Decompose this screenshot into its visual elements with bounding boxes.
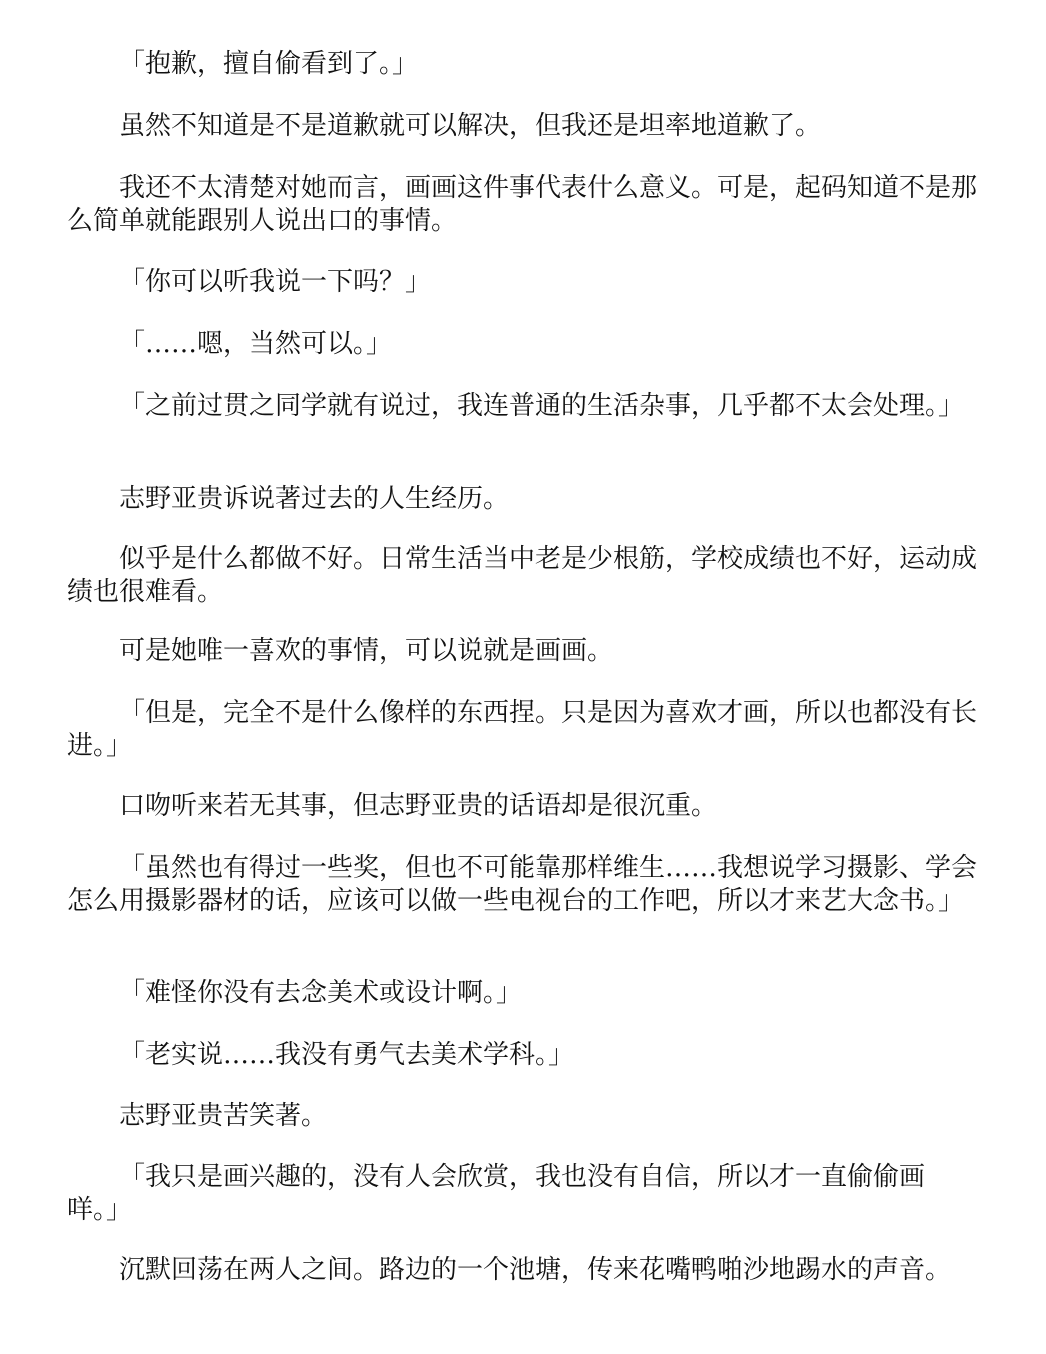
paragraph: 可是她唯一喜欢的事情，可以说就是画画。 (119, 636, 614, 666)
paragraph: 似乎是什么都做不好。日常生活当中老是少根筋，学校成绩也不好，运动成绩也很难看。 (67, 544, 978, 607)
paragraph: 「抱歉，擅自偷看到了。」 (119, 49, 419, 79)
paragraph: 「我只是画兴趣的，没有人会欣赏，我也没有自信，所以才一直偷偷画咩。」 (67, 1162, 926, 1225)
paragraph: 志野亚贵苦笑著。 (119, 1101, 328, 1131)
paragraph: 「老实说……我没有勇气去美术学科。」 (119, 1040, 575, 1070)
paragraph: 「……嗯，当然可以。」 (119, 329, 393, 359)
paragraph: 「但是，完全不是什么像样的东西捏。只是因为喜欢才画，所以也都没有长进。」 (67, 698, 978, 761)
paragraph: 「虽然也有得过一些奖，但也不可能靠那样维生……我想说学习摄影、学会怎么用摄影器材的话，应该可以做一些电视台的工作吧，所以才来艺大念书。」 (67, 853, 978, 916)
paragraph: 口吻听来若无其事，但志野亚贵的话语却是很沉重。 (119, 791, 718, 821)
paragraph: 志野亚贵诉说著过去的人生经历。 (119, 484, 510, 514)
paragraph: 虽然不知道是不是道歉就可以解决，但我还是坦率地道歉了。 (119, 111, 822, 141)
paragraph: 我还不太清楚对她而言，画画这件事代表什么意义。可是，起码知道不是那么简单就能跟别人说出口的事情。 (67, 173, 978, 236)
paragraph: 「你可以听我说一下吗？」 (119, 267, 432, 297)
paragraph: 「之前过贯之同学就有说过，我连普通的生活杂事，几乎都不太会处理。」 (119, 391, 965, 421)
paragraph: 沉默回荡在两人之间。路边的一个池塘，传来花嘴鸭啪沙地踢水的声音。 (119, 1255, 952, 1285)
paragraph: 「难怪你没有去念美术或设计啊。」 (119, 978, 523, 1008)
